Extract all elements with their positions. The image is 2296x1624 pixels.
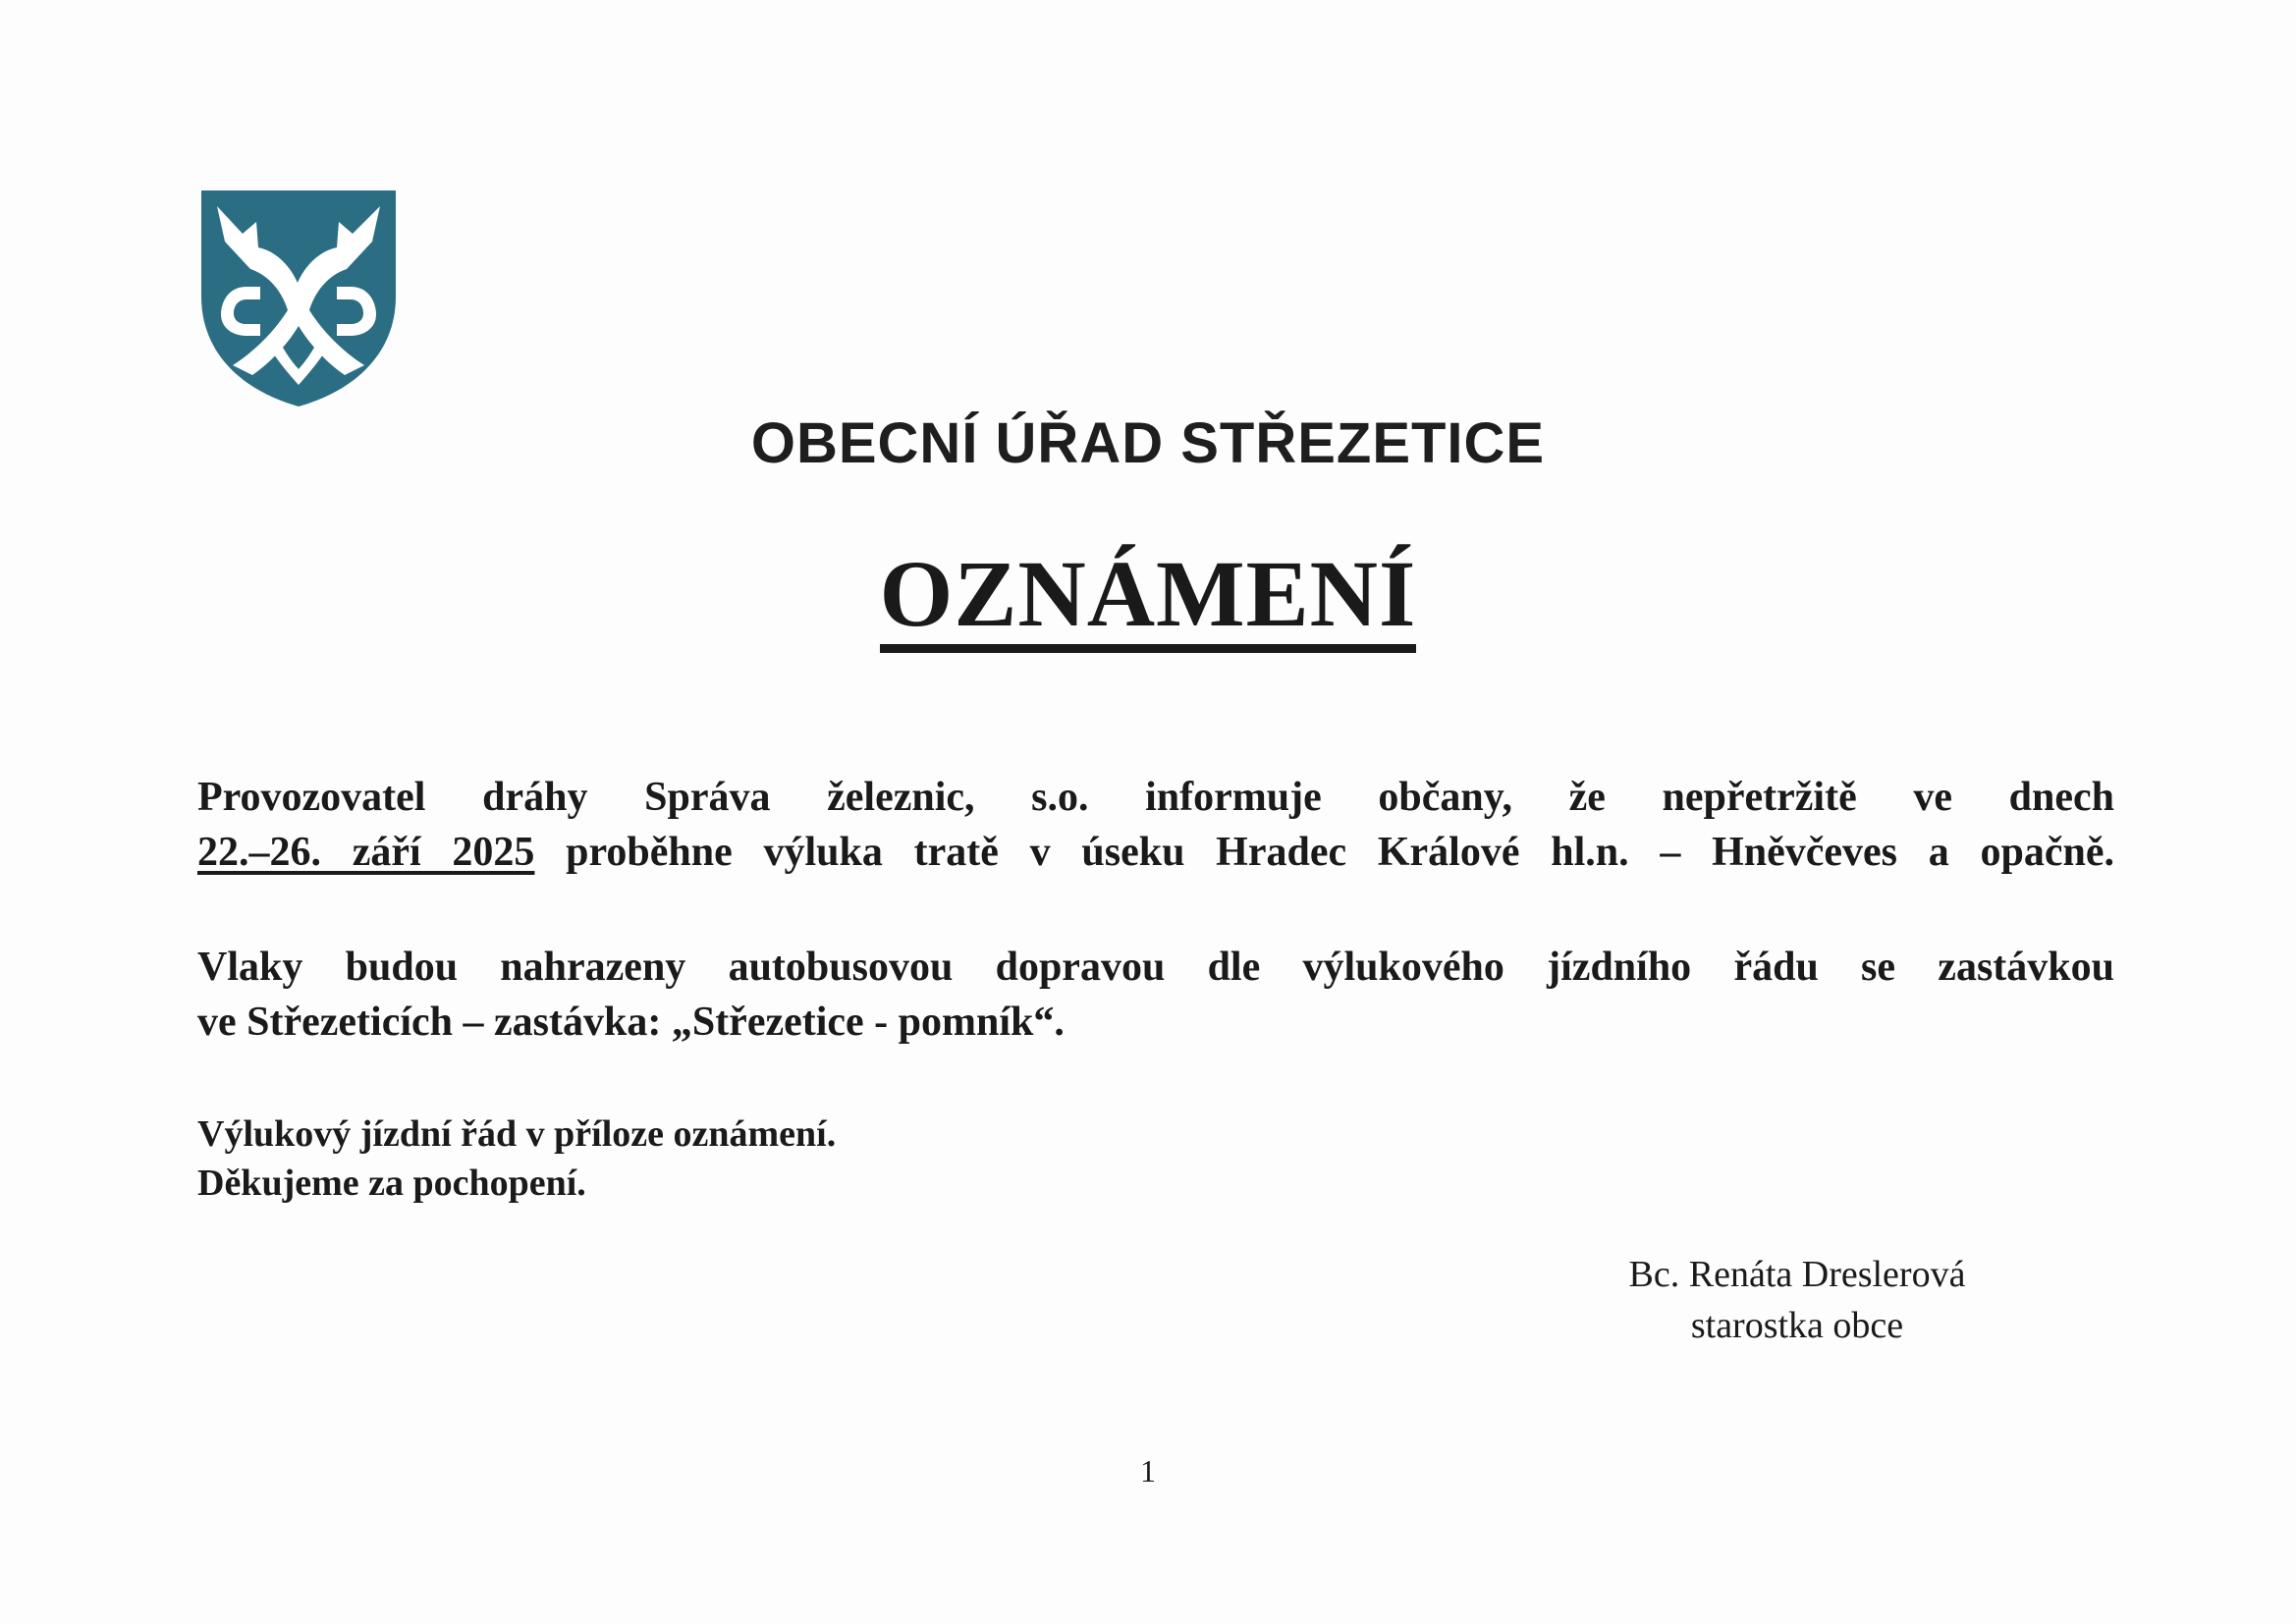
paragraph-line	[197, 825, 2114, 880]
closure-dates: 22.–26. září 2025	[197, 830, 535, 875]
signatory-name: Bc. Renáta Dreslerová	[1628, 1254, 1966, 1295]
paragraph-line: Provozovatel dráhy Správa železnic, s.o. informuje občany, že nepřetržitě ve dnech	[197, 775, 2114, 820]
office-title: OBECNÍ ÚŘAD STŘEZETICE	[750, 411, 1546, 475]
paragraph-line: Výlukový jízdní řád v příloze oznámení.	[197, 1113, 837, 1155]
paragraph-line: Děkujeme za pochopení.	[197, 1163, 586, 1204]
paragraph-closure-info	[197, 770, 2114, 880]
coat-of-arms-icon	[199, 189, 398, 408]
closure-route: proběhne výluka tratě v úseku Hradec Králové hl.n. – Hněvčeves a opačně.	[534, 830, 2115, 875]
paragraph-line: ve Střezeticích – zastávka: „Střezetice - pomník“.	[197, 1000, 1065, 1045]
signature-block	[1552, 1249, 2043, 1351]
paragraph-bus-replacement	[197, 940, 2114, 1050]
signatory-role: starostka obce	[1690, 1305, 1904, 1346]
page-number: 1	[1140, 1453, 1156, 1489]
announcement-heading	[0, 541, 2296, 653]
paragraph-timetable-note	[197, 1110, 2114, 1208]
announcement-heading-text: OZNÁMENÍ	[880, 545, 1417, 653]
paragraph-line: Vlaky budou nahrazeny autobusovou dopravou dle výlukového jízdního řádu se zastávkou	[197, 945, 2114, 990]
